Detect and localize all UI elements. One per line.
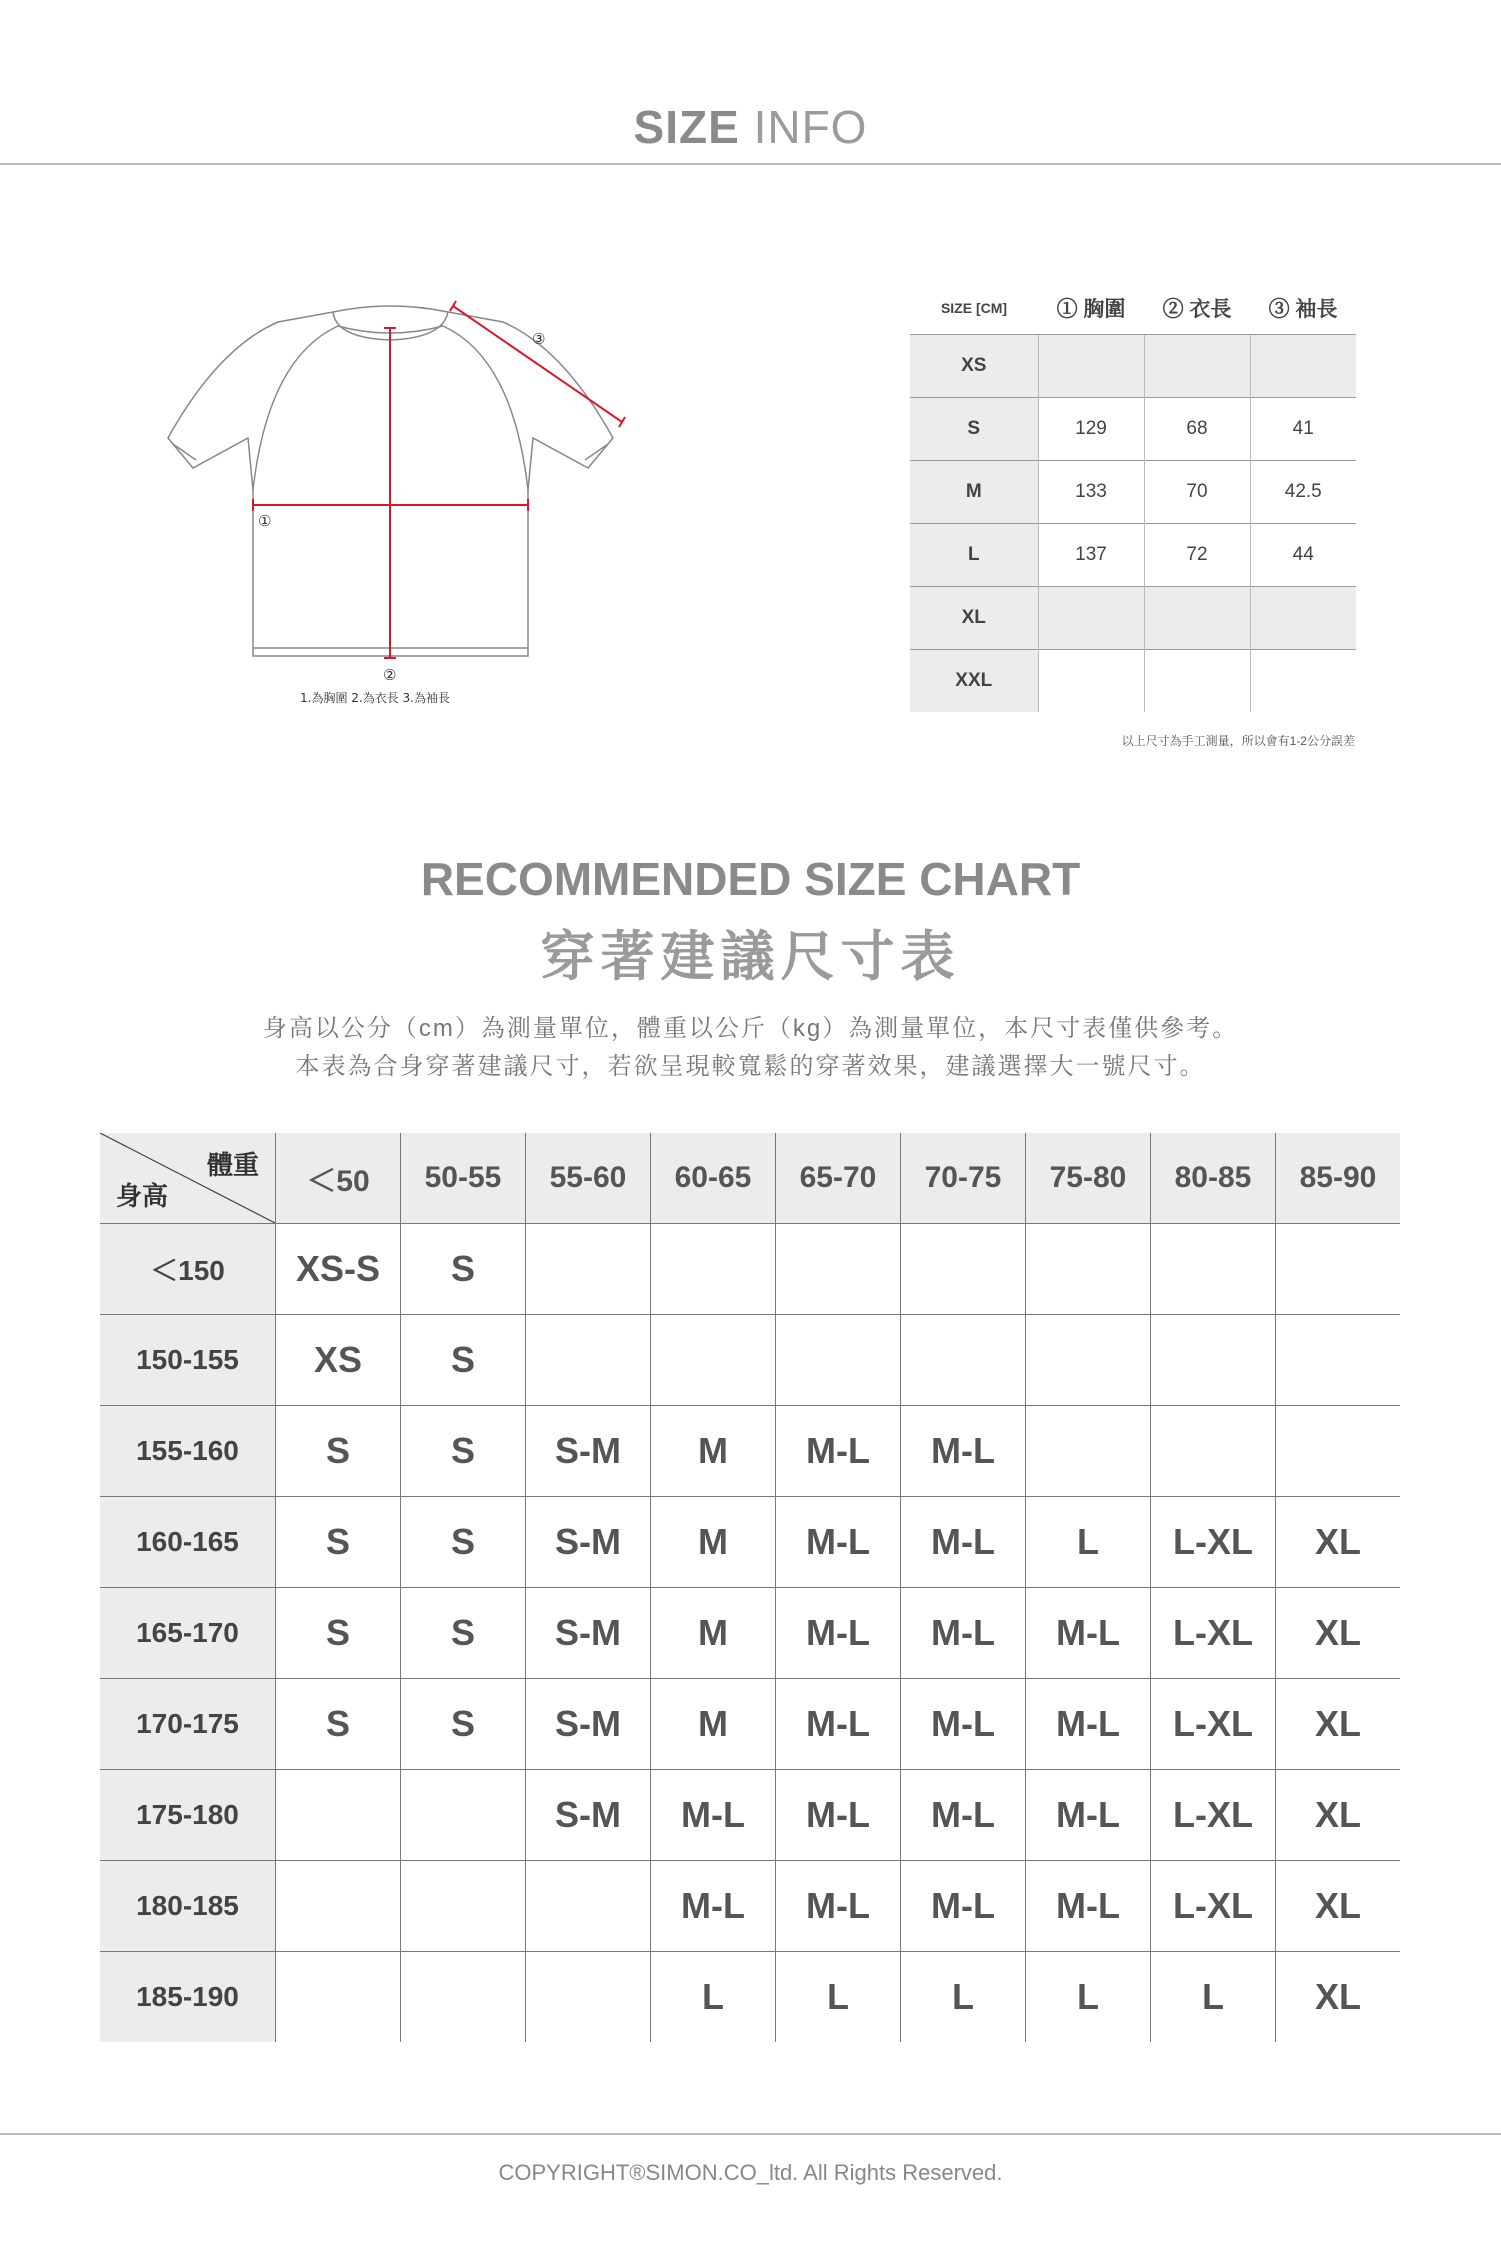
size-cell: S bbox=[401, 1497, 526, 1588]
size-cell: L bbox=[901, 1952, 1026, 2043]
size-cell bbox=[401, 1770, 526, 1861]
shirt-diagram bbox=[158, 298, 638, 718]
chest-value: 129 bbox=[1038, 398, 1144, 461]
table-row bbox=[910, 335, 1356, 398]
recommend-desc-2: 本表為合身穿著建議尺寸，若欲呈現較寬鬆的穿著效果，建議選擇大一號尺寸。 bbox=[295, 1053, 1206, 1080]
size-cell bbox=[776, 1224, 901, 1315]
size-cell: M-L bbox=[651, 1861, 776, 1952]
measurement-note: 以上尺寸為手工測量，所以會有1-2公分誤差 bbox=[1121, 734, 1355, 748]
size-cell: S bbox=[276, 1497, 401, 1588]
size-label: L bbox=[910, 524, 1038, 587]
size-cell: M bbox=[651, 1679, 776, 1770]
size-cell bbox=[1026, 1224, 1151, 1315]
weight-header: 65-70 bbox=[776, 1133, 901, 1224]
size-cell: S-M bbox=[526, 1588, 651, 1679]
size-cell: S-M bbox=[526, 1679, 651, 1770]
sleeve-value: 41 bbox=[1250, 398, 1356, 461]
tshirt-outline-icon bbox=[158, 298, 638, 718]
corner-height-label: 身高 bbox=[116, 1181, 169, 1211]
footer-divider bbox=[0, 2133, 1501, 2135]
diagram-caption: 1.為胸圍 2.為衣長 3.為袖長 bbox=[300, 691, 450, 705]
size-cell: M-L bbox=[1026, 1679, 1151, 1770]
size-cell: XL bbox=[1276, 1588, 1401, 1679]
table-row bbox=[100, 1315, 1400, 1406]
size-cell bbox=[401, 1952, 526, 2043]
height-label: 175-180 bbox=[100, 1770, 276, 1861]
table-row bbox=[100, 1406, 1400, 1497]
size-cell bbox=[1276, 1315, 1401, 1406]
table-row bbox=[910, 461, 1356, 524]
table-row bbox=[910, 650, 1356, 713]
size-cell: L-XL bbox=[1151, 1861, 1276, 1952]
size-cell: M-L bbox=[776, 1588, 901, 1679]
marker-sleeve: ③ bbox=[532, 330, 546, 348]
height-label: 165-170 bbox=[100, 1588, 276, 1679]
table-row bbox=[100, 1770, 1400, 1861]
size-cell: XS-S bbox=[276, 1224, 401, 1315]
size-cell: XL bbox=[1276, 1679, 1401, 1770]
size-cell: XL bbox=[1276, 1770, 1401, 1861]
sleeve-value: 42.5 bbox=[1250, 461, 1356, 524]
height-label: ＜150 bbox=[100, 1224, 276, 1315]
size-cell bbox=[1151, 1406, 1276, 1497]
chest-value bbox=[1038, 587, 1144, 650]
table-row bbox=[100, 1588, 1400, 1679]
table-row bbox=[100, 1861, 1400, 1952]
title-light: INFO bbox=[753, 101, 868, 153]
size-cell: M-L bbox=[1026, 1770, 1151, 1861]
size-cell bbox=[1026, 1315, 1151, 1406]
header-sleeve: ③ 袖長 bbox=[1268, 298, 1338, 321]
size-cell: M-L bbox=[776, 1497, 901, 1588]
size-label: S bbox=[910, 398, 1038, 461]
chest-value: 137 bbox=[1038, 524, 1144, 587]
size-cell: S bbox=[401, 1224, 526, 1315]
length-value: 72 bbox=[1144, 524, 1250, 587]
table-row bbox=[910, 587, 1356, 650]
size-cell bbox=[1151, 1224, 1276, 1315]
weight-header: 55-60 bbox=[526, 1133, 651, 1224]
weight-header: 85-90 bbox=[1276, 1133, 1401, 1224]
size-cell: M bbox=[651, 1497, 776, 1588]
size-cell: M bbox=[651, 1588, 776, 1679]
size-label: XL bbox=[910, 587, 1038, 650]
size-cell: M-L bbox=[901, 1497, 1026, 1588]
size-cell bbox=[526, 1861, 651, 1952]
size-cell: S bbox=[401, 1315, 526, 1406]
size-cell: L-XL bbox=[1151, 1497, 1276, 1588]
size-cell bbox=[776, 1315, 901, 1406]
size-cell: L bbox=[776, 1952, 901, 2043]
size-cell bbox=[276, 1952, 401, 2043]
size-cell: S bbox=[276, 1588, 401, 1679]
size-cell bbox=[651, 1224, 776, 1315]
header-size: SIZE [CM] bbox=[940, 300, 1008, 316]
size-cell: L bbox=[651, 1952, 776, 2043]
size-cell bbox=[651, 1315, 776, 1406]
grid-corner bbox=[100, 1133, 276, 1224]
table-row bbox=[100, 1679, 1400, 1770]
size-cell: S-M bbox=[526, 1406, 651, 1497]
sleeve-value bbox=[1250, 587, 1356, 650]
size-cell: XL bbox=[1276, 1861, 1401, 1952]
height-label: 160-165 bbox=[100, 1497, 276, 1588]
size-cell: M-L bbox=[651, 1770, 776, 1861]
recommend-title-zh: 穿著建議尺寸表 bbox=[540, 927, 961, 987]
height-label: 170-175 bbox=[100, 1679, 276, 1770]
size-cell: L-XL bbox=[1151, 1770, 1276, 1861]
size-cell: M-L bbox=[1026, 1861, 1151, 1952]
size-label: M bbox=[910, 461, 1038, 524]
table-row bbox=[100, 1224, 1400, 1315]
size-cell: M-L bbox=[901, 1679, 1026, 1770]
size-cell: M-L bbox=[901, 1770, 1026, 1861]
size-cell bbox=[1151, 1315, 1276, 1406]
size-cell bbox=[1026, 1406, 1151, 1497]
size-cell bbox=[901, 1224, 1026, 1315]
size-cell: S bbox=[276, 1406, 401, 1497]
table-row bbox=[100, 1952, 1400, 2043]
table-row bbox=[100, 1497, 1400, 1588]
chest-value bbox=[1038, 335, 1144, 398]
size-cell: M-L bbox=[776, 1679, 901, 1770]
size-cell: S-M bbox=[526, 1770, 651, 1861]
size-cell: M-L bbox=[776, 1861, 901, 1952]
recommend-title-en: RECOMMENDED SIZE CHART bbox=[420, 853, 1081, 905]
recommend-size-grid bbox=[100, 1133, 1400, 2042]
size-cell: M-L bbox=[1026, 1588, 1151, 1679]
size-cell: L-XL bbox=[1151, 1679, 1276, 1770]
size-cell bbox=[526, 1952, 651, 2043]
size-cell: XL bbox=[1276, 1497, 1401, 1588]
length-value: 68 bbox=[1144, 398, 1250, 461]
length-value: 70 bbox=[1144, 461, 1250, 524]
size-cell: S bbox=[401, 1679, 526, 1770]
size-cell bbox=[526, 1315, 651, 1406]
size-label: XS bbox=[910, 335, 1038, 398]
length-value bbox=[1144, 335, 1250, 398]
size-cell: L bbox=[1026, 1952, 1151, 2043]
sleeve-value bbox=[1250, 335, 1356, 398]
size-cell bbox=[276, 1861, 401, 1952]
recommend-desc-1: 身高以公分（cm）為測量單位，體重以公斤（kg）為測量單位，本尺寸表僅供參考。 bbox=[262, 1015, 1239, 1042]
marker-length: ② bbox=[383, 666, 397, 684]
header-chest: ① 胸圍 bbox=[1056, 298, 1126, 321]
size-cell: S bbox=[276, 1679, 401, 1770]
size-cell: M-L bbox=[776, 1770, 901, 1861]
size-cell: M-L bbox=[901, 1588, 1026, 1679]
page-title bbox=[0, 100, 1501, 154]
corner-weight-label: 體重 bbox=[206, 1150, 259, 1180]
size-cell: M-L bbox=[901, 1406, 1026, 1497]
size-cell: M bbox=[651, 1406, 776, 1497]
size-cell: M-L bbox=[901, 1861, 1026, 1952]
table-row bbox=[910, 524, 1356, 587]
title-bold: SIZE bbox=[633, 101, 740, 153]
size-cell: S bbox=[401, 1406, 526, 1497]
length-value bbox=[1144, 650, 1250, 713]
size-cell: M-L bbox=[776, 1406, 901, 1497]
weight-header: 60-65 bbox=[651, 1133, 776, 1224]
size-cell: XL bbox=[1276, 1952, 1401, 2043]
size-label: XXL bbox=[910, 650, 1038, 713]
marker-chest: ① bbox=[258, 512, 272, 530]
weight-header: 50-55 bbox=[401, 1133, 526, 1224]
weight-header: ＜50 bbox=[276, 1133, 401, 1224]
height-label: 150-155 bbox=[100, 1315, 276, 1406]
weight-header: 80-85 bbox=[1151, 1133, 1276, 1224]
size-cell bbox=[1276, 1406, 1401, 1497]
table-row bbox=[910, 398, 1356, 461]
height-label: 185-190 bbox=[100, 1952, 276, 2043]
copyright-text: COPYRIGHT®SIMON.CO_ltd. All Rights Reserved. bbox=[498, 2160, 1003, 2185]
size-cell bbox=[276, 1770, 401, 1861]
height-label: 180-185 bbox=[100, 1861, 276, 1952]
length-value bbox=[1144, 587, 1250, 650]
size-cell: S bbox=[401, 1588, 526, 1679]
size-cell: L bbox=[1151, 1952, 1276, 2043]
chest-value: 133 bbox=[1038, 461, 1144, 524]
measurement-table bbox=[910, 282, 1356, 712]
size-cell bbox=[526, 1224, 651, 1315]
size-cell bbox=[1276, 1224, 1401, 1315]
header-length: ② 衣長 bbox=[1162, 298, 1232, 321]
chest-value bbox=[1038, 650, 1144, 713]
sleeve-value: 44 bbox=[1250, 524, 1356, 587]
header-divider bbox=[0, 163, 1501, 165]
size-cell bbox=[401, 1861, 526, 1952]
size-cell: L bbox=[1026, 1497, 1151, 1588]
sleeve-value bbox=[1250, 650, 1356, 713]
size-cell: L-XL bbox=[1151, 1588, 1276, 1679]
weight-header: 70-75 bbox=[901, 1133, 1026, 1224]
height-label: 155-160 bbox=[100, 1406, 276, 1497]
size-cell: XS bbox=[276, 1315, 401, 1406]
weight-header: 75-80 bbox=[1026, 1133, 1151, 1224]
size-cell: S-M bbox=[526, 1497, 651, 1588]
size-cell bbox=[901, 1315, 1026, 1406]
